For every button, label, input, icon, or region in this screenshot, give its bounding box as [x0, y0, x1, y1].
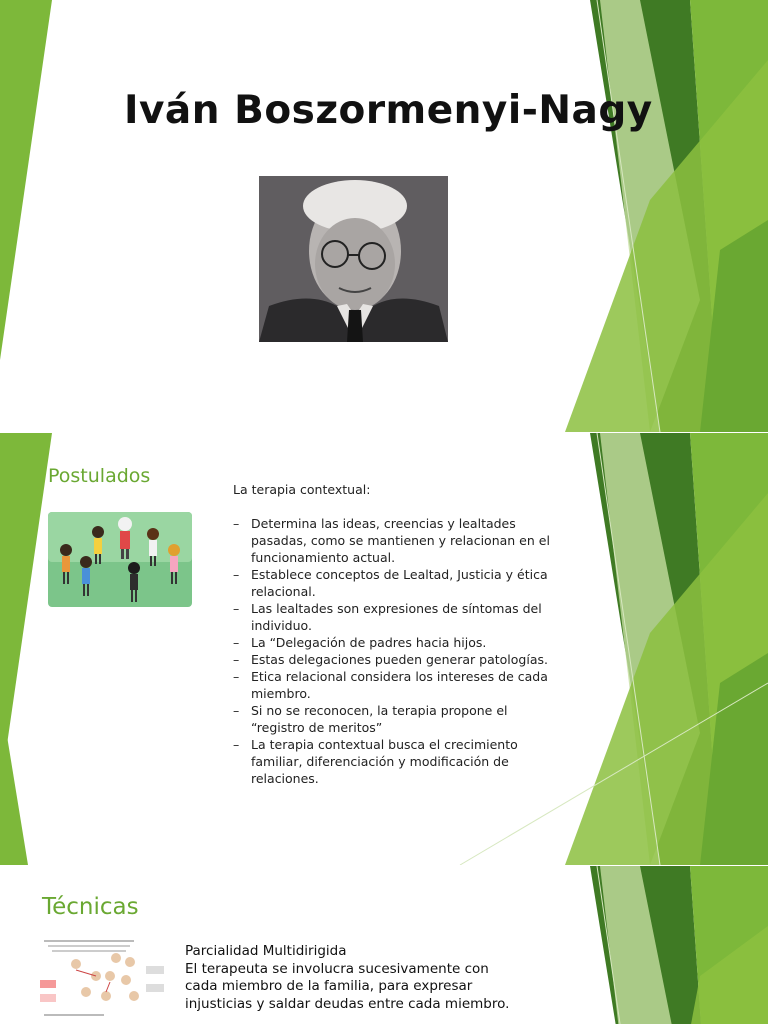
slide-postulados: [0, 433, 768, 865]
technique-name: Parcialidad Multidirigida: [185, 943, 347, 959]
list-item: – Estas delegaciones pueden generar patologías.: [233, 651, 553, 668]
postulados-text: [233, 481, 553, 787]
page-title: Iván Boszormenyi-Nagy: [124, 88, 653, 133]
list-item: – Si no se reconocen, la terapia propone el “registro de meritos”: [233, 702, 553, 736]
tecnicas-text: [185, 943, 515, 1013]
section-title: Postulados: [48, 465, 151, 487]
list-item: – Determina las ideas, creencias y lealtades pasadas, como se mantienen y relacionan en el funcionamiento actual.: [233, 515, 553, 566]
technique-description: El terapeuta se involucra sucesivamente con cada miembro de la familia, para expresar injusticias y saldar deudas entre cada miembro.: [185, 960, 510, 1012]
family-diagram-image: [36, 936, 168, 1024]
intro-text: La terapia contextual:: [233, 482, 371, 497]
bullet-list: [233, 515, 553, 787]
children-circle-illustration: [48, 512, 192, 607]
list-item: – La “Delegación de padres hacia hijos.: [233, 634, 553, 651]
list-item: – Establece conceptos de Lealtad, Justicia y ética relacional.: [233, 566, 553, 600]
list-item: – Etica relacional considera los intereses de cada miembro.: [233, 668, 553, 702]
slide-title: [0, 0, 768, 432]
slide-tecnicas: [0, 866, 768, 1024]
list-item: – Las lealtades son expresiones de síntomas del individuo.: [233, 600, 553, 634]
section-title: Técnicas: [42, 894, 139, 920]
portrait-photo: [259, 176, 448, 342]
list-item: – La terapia contextual busca el crecimiento familiar, diferenciación y modificación de relaciones.: [233, 736, 553, 787]
